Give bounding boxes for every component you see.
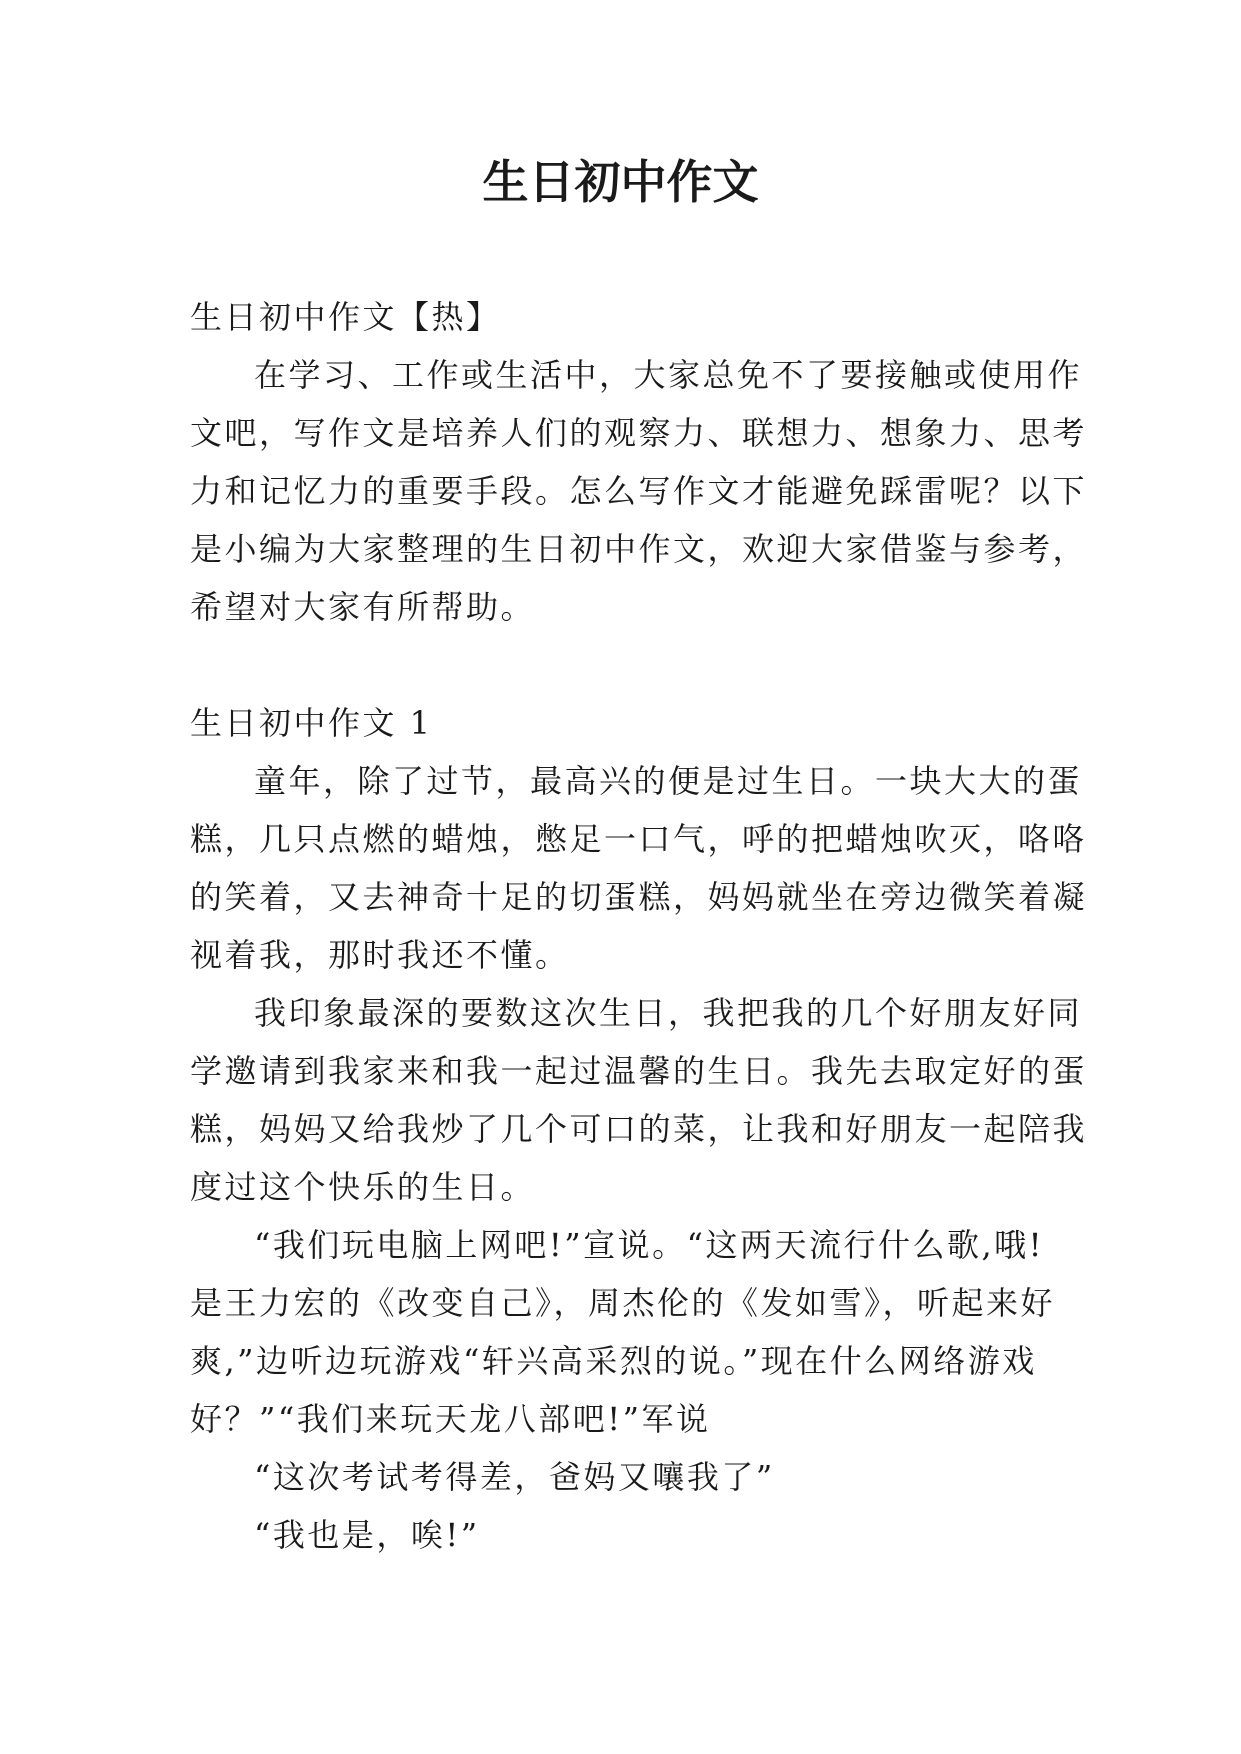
document-title: 生日初中作文 xyxy=(482,155,759,209)
intro-line: 力和记忆力的重要手段。怎么写作文才能避免踩雷呢？以下 xyxy=(190,472,1088,510)
paragraph-line: 糕，妈妈又给我炒了几个可口的菜，让我和好朋友一起陪我 xyxy=(190,1110,1088,1148)
paragraph-line: “我也是，唉!” xyxy=(254,1516,480,1554)
document-body xyxy=(190,288,1088,1564)
essay-heading: 生日初中作文 1 xyxy=(190,704,433,742)
paragraph-line: 学邀请到我家来和我一起过温馨的生日。我先去取定好的蛋 xyxy=(190,1052,1088,1090)
paragraph-line: 爽,”边听边玩游戏“轩兴高采烈的说。”现在什么网络游戏 xyxy=(190,1342,1037,1380)
paragraph-line: 的笑着，又去神奇十足的切蛋糕，妈妈就坐在旁边微笑着凝 xyxy=(190,878,1088,916)
paragraph-line: 视着我，那时我还不懂。 xyxy=(190,936,570,974)
paragraph-line: 糕，几只点燃的蜡烛，憋足一口气，呼的把蜡烛吹灭，咯咯 xyxy=(190,820,1088,858)
section-spacer xyxy=(190,636,1070,694)
intro-line: 文吧，写作文是培养人们的观察力、联想力、想象力、思考 xyxy=(190,414,1088,452)
paragraph-line: 童年，除了过节，最高兴的便是过生日。一块大大的蛋 xyxy=(254,762,1083,800)
intro-line: 希望对大家有所帮助。 xyxy=(190,588,536,626)
paragraph-line: 好？”“我们来玩天龙八部吧!”军说 xyxy=(190,1400,711,1438)
paragraph-line: 度过这个快乐的生日。 xyxy=(190,1168,536,1206)
intro-heading: 生日初中作文【热】 xyxy=(190,298,501,336)
intro-line: 是小编为大家整理的生日初中作文，欢迎大家借鉴与参考， xyxy=(190,530,1088,568)
paragraph-line: 是王力宏的《改变自己》，周杰伦的《发如雪》，听起来好 xyxy=(190,1284,1056,1322)
intro-line: 在学习、工作或生活中，大家总免不了要接触或使用作 xyxy=(254,356,1083,394)
paragraph-line: “我们玩电脑上网吧!”宣说。“这两天流行什么歌,哦! xyxy=(254,1226,1044,1264)
paragraph-line: 我印象最深的要数这次生日，我把我的几个好朋友好同 xyxy=(254,994,1083,1032)
paragraph-line: “这次考试考得差，爸妈又嚷我了” xyxy=(254,1458,775,1496)
